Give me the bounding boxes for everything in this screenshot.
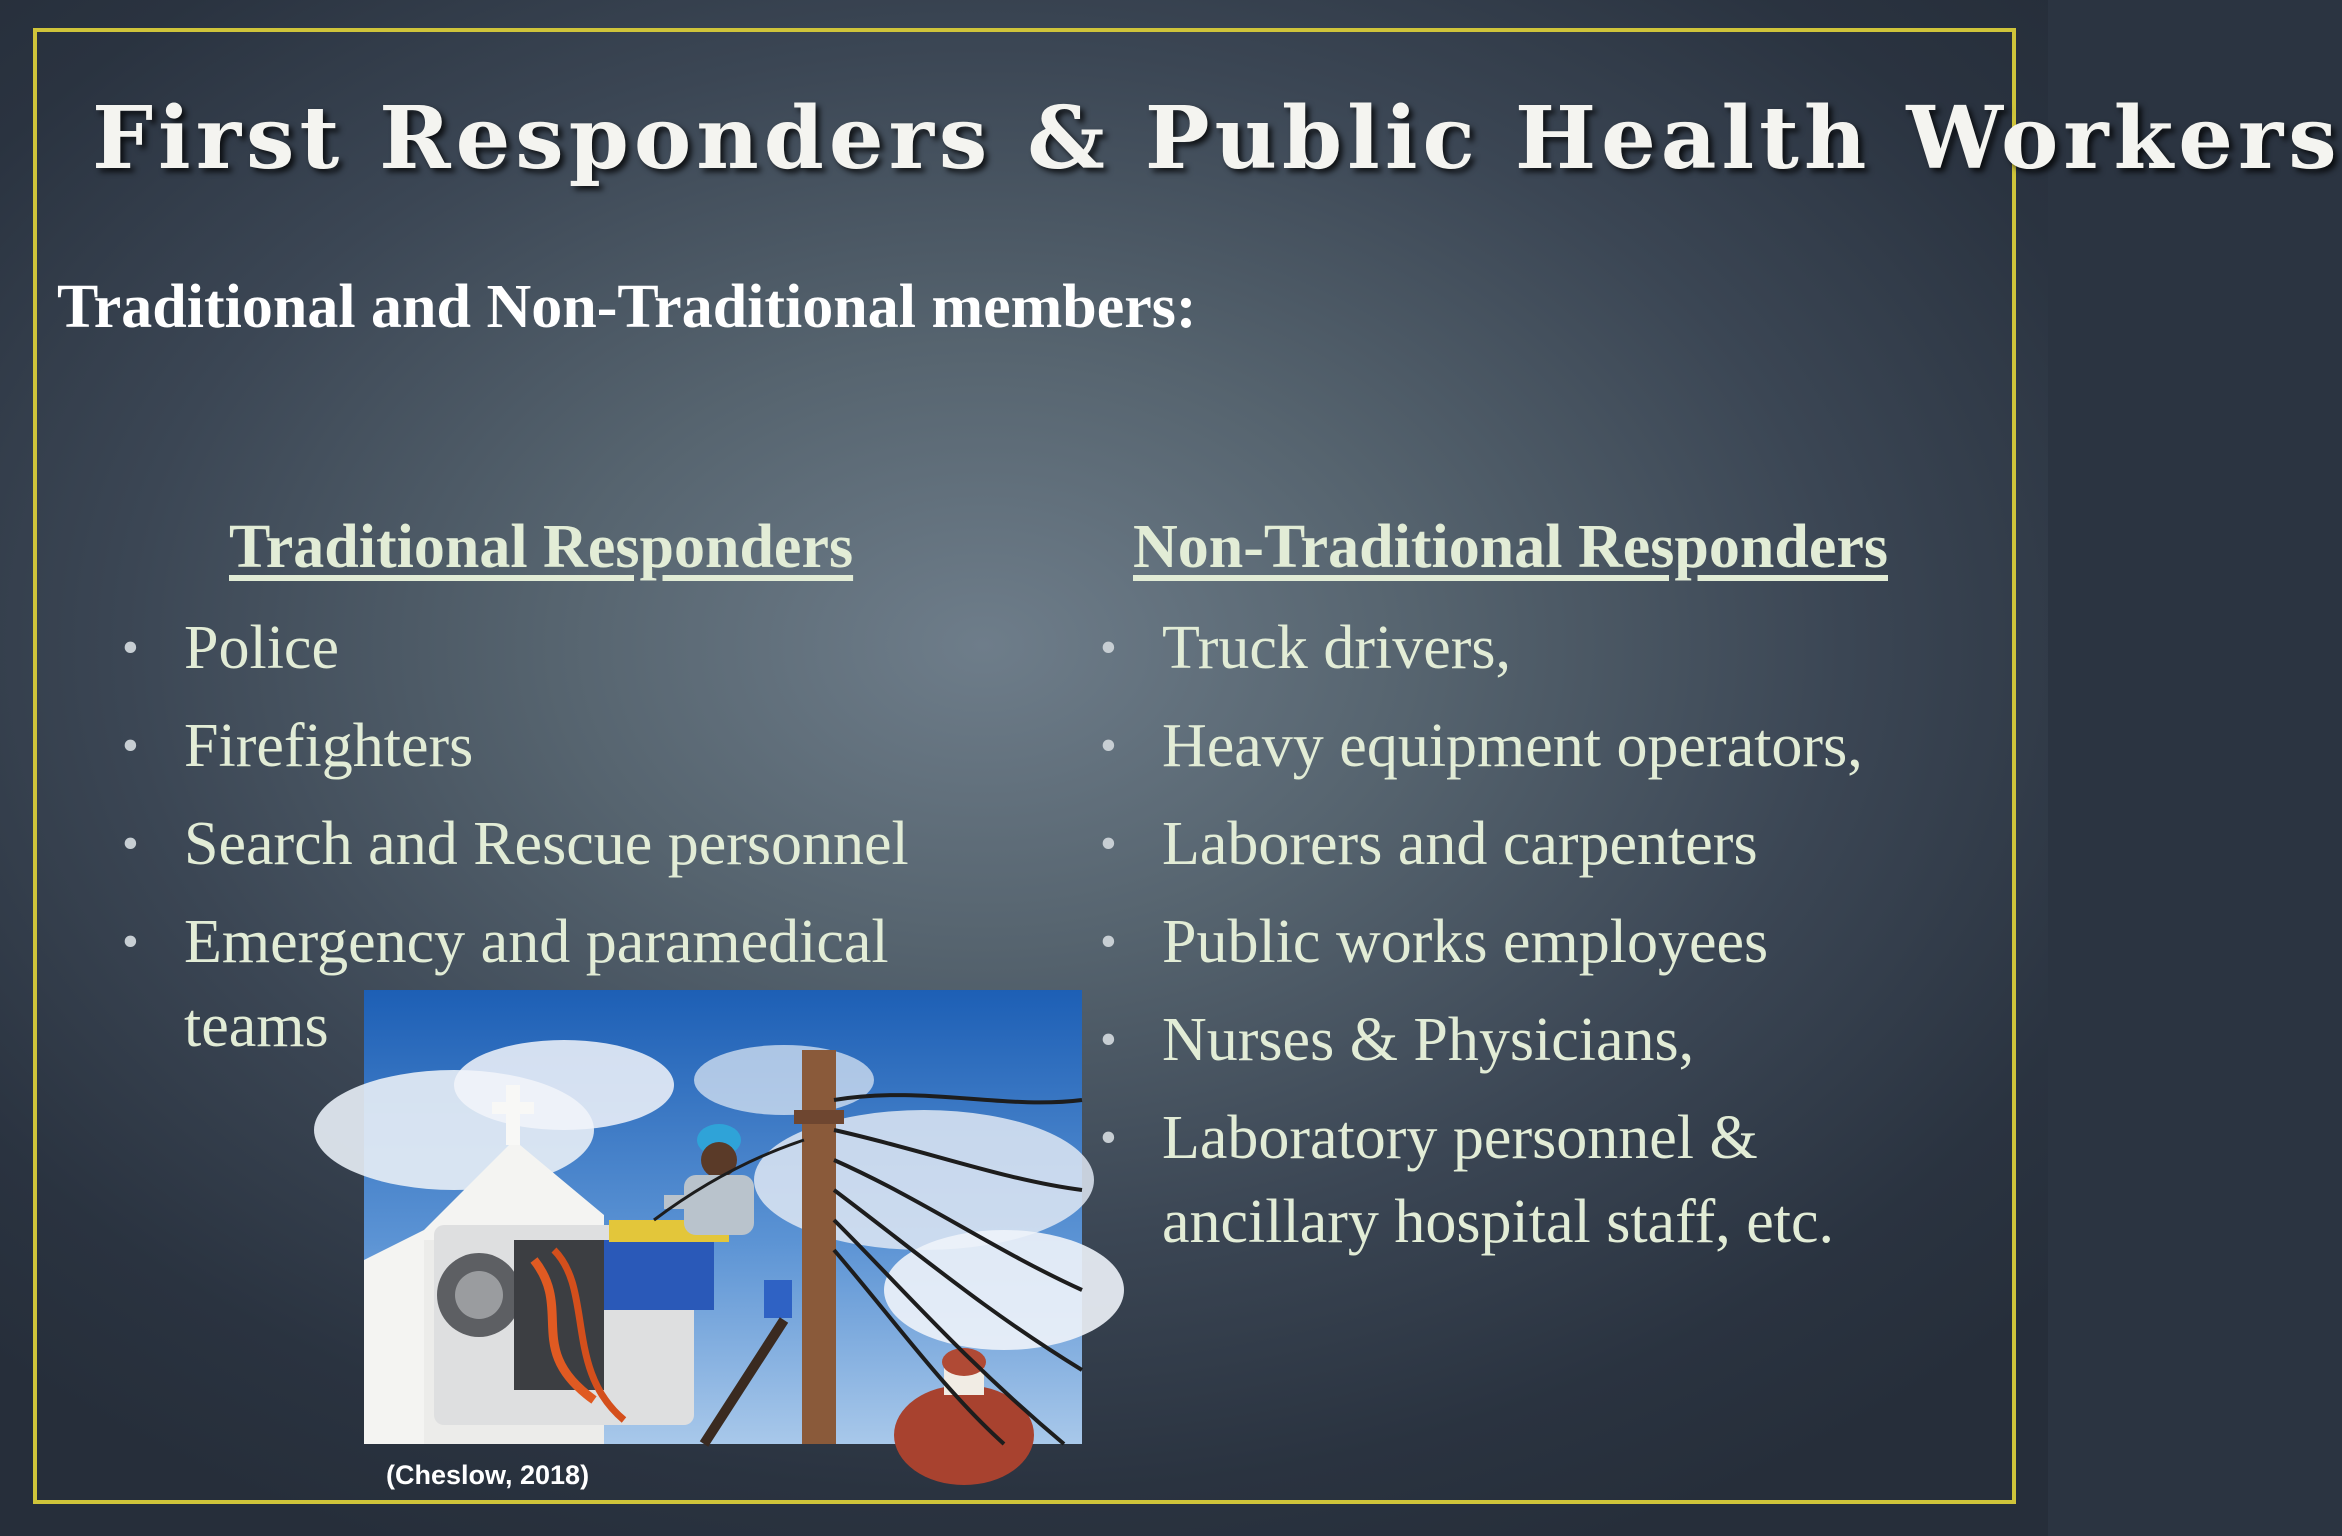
photo-caption: (Cheslow, 2018) — [386, 1460, 590, 1490]
bullet-icon: • — [1100, 621, 1117, 674]
list-item — [122, 900, 1022, 984]
list-item — [1100, 606, 2020, 690]
list-item-label: ancillary hospital staff, etc. — [1162, 1188, 1835, 1256]
traditional-heading: Traditional Responders — [229, 513, 854, 581]
list-item-label: Laborers and carpenters — [1162, 810, 1758, 878]
list-item — [1100, 802, 2020, 886]
list-item — [122, 606, 1022, 690]
bullet-icon: • — [1100, 1111, 1117, 1164]
photo-illustration — [364, 990, 1082, 1444]
list-item-label: Laboratory personnel & — [1162, 1104, 1758, 1172]
bullet-icon: • — [1100, 915, 1117, 968]
list-item-label: Search and Rescue personnel — [184, 810, 909, 878]
bullet-icon: • — [122, 621, 139, 674]
slide-subtitle: Traditional and Non-Traditional members: — [57, 273, 1197, 341]
slide-title: First Responders & Public Health Workers — [92, 88, 2342, 189]
list-item — [1100, 900, 2020, 984]
non-traditional-heading: Non-Traditional Responders — [1133, 513, 1888, 581]
list-item — [122, 704, 1022, 788]
utility-worker-photo — [364, 990, 1082, 1444]
bullet-icon: • — [122, 719, 139, 772]
list-item-continuation — [1100, 1180, 2020, 1264]
list-item-label: teams — [184, 992, 329, 1060]
list-item-label: Police — [184, 614, 339, 682]
list-item-label: Public works employees — [1162, 908, 1769, 976]
bullet-icon: • — [1100, 817, 1117, 870]
list-item-label: Truck drivers, — [1162, 614, 1512, 682]
bullet-icon: • — [1100, 1013, 1117, 1066]
list-item — [1100, 998, 2020, 1082]
bullet-icon: • — [1100, 719, 1117, 772]
list-item — [122, 802, 1022, 886]
list-item-label: Heavy equipment operators, — [1162, 712, 1863, 780]
list-item-label: Firefighters — [184, 712, 474, 780]
bullet-icon: • — [122, 817, 139, 870]
bullet-icon: • — [122, 915, 139, 968]
list-item-label: Emergency and paramedical — [184, 908, 889, 976]
list-item — [1100, 1096, 2020, 1180]
list-item — [1100, 704, 2020, 788]
non-traditional-list — [1100, 606, 2020, 1278]
list-item-label: Nurses & Physicians, — [1162, 1006, 1695, 1074]
